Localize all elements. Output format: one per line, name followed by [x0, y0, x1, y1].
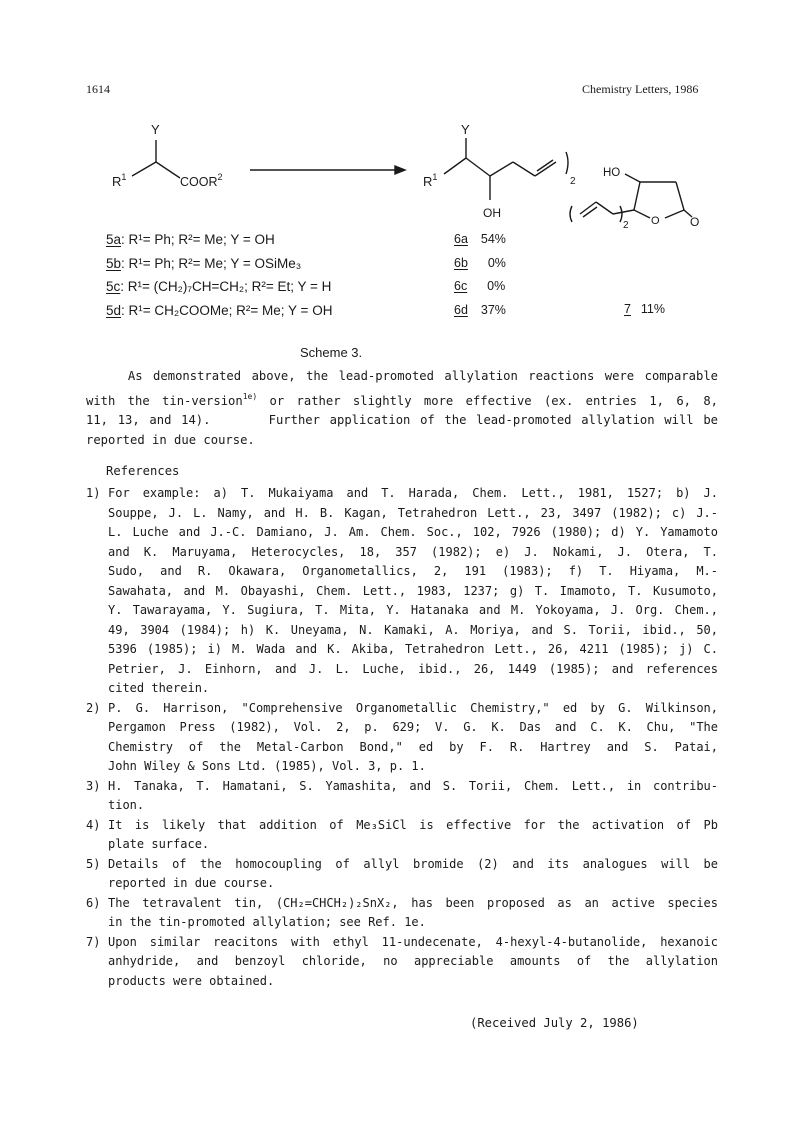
- reference-line: Souppe, J. L. Namy, and H. B. Kagan, Tetrahedron Lett., 23, 3497 (1982); c) J.-: [108, 505, 718, 520]
- reference-number: 1): [86, 486, 101, 500]
- reference-line: Details of the homocoupling of allyl bromide (2) and its analogues will be: [108, 856, 718, 871]
- reference-line: H. Tanaka, T. Hamatani, S. Yamashita, and S. Torii, Chem. Lett., in contribu-: [108, 778, 718, 793]
- reference-line: P. G. Harrison, "Comprehensive Organometallic Chemistry," ed by G. Wilkinson,: [108, 700, 718, 715]
- reference-number: 3): [86, 778, 101, 793]
- journal-name: Chemistry Letters, 1986: [582, 82, 699, 96]
- reference-line: 49, 3904 (1984); h) K. Uneyama, N. Kamaki, A. Moriya, and S. Torii, ibid., 50,: [108, 622, 718, 637]
- lactone-yield: 7 11%: [624, 302, 665, 316]
- product-oh-label: OH: [483, 206, 501, 220]
- reference-line: cited therein.: [108, 681, 210, 695]
- list-item: 6d 37%: [454, 302, 506, 317]
- reference-line: Pergamon Press (1982), Vol. 2, p. 629; V. G. K. Das and C. K. Chu, "The: [108, 720, 718, 734]
- references-list: [86, 484, 718, 991]
- reference-line: Sawahata, and M. Obayashi, Chem. Lett., 1983, 1237; g) T. Imamoto, T. Kusumoto,: [108, 583, 718, 598]
- reference-number: 7): [86, 934, 101, 949]
- reactant-y-label: Y: [151, 122, 160, 137]
- product-y-label: Y: [461, 122, 470, 137]
- list-item: 5a: R¹= Ph; R²= Me; Y = OH: [106, 232, 275, 247]
- reference-line: products were obtained.: [108, 973, 275, 988]
- lactone-ring-o-label: O: [651, 215, 660, 227]
- list-item: 6c 0%: [454, 279, 506, 293]
- reference-line: Petrier, J. Einhorn, and J. L. Luche, ibid., 26, 1449 (1985); and references: [108, 661, 718, 676]
- scheme-caption: Scheme 3.: [300, 345, 363, 360]
- reactant-coor-label: COOR$^2$: [180, 172, 223, 189]
- reference-line: Sudo, and R. Okawara, Organometallics, 2, 191 (1983); f) T. Hiyama, M.-: [108, 564, 718, 578]
- lactone-sub-label: 2: [623, 220, 629, 231]
- paragraph-line: 11, 13, and 14). Further application of the lead-promoted allylation will be: [86, 413, 718, 427]
- list-item: 5b: R¹= Ph; R²= Me; Y = OSiMe₃: [106, 255, 302, 271]
- reactant-list: [106, 232, 332, 326]
- reference-line: For example: a) T. Mukaiyama and T. Harada, Chem. Lett., 1981, 1527; b) J.: [108, 486, 718, 500]
- reference-line: Upon similar reacitons with ethyl 11-undecenate, 4-hexyl-4-butanolide, hexanoic: [108, 934, 718, 949]
- page-number: 1614: [86, 82, 110, 96]
- reference-line: in the tin-promoted allylation; see Ref. 1e.: [108, 915, 426, 929]
- list-item: 5c: R¹= (CH₂)₇CH=CH₂; R²= Et; Y = H: [106, 279, 332, 294]
- references-heading: References: [106, 464, 180, 478]
- reference-item: [86, 484, 718, 699]
- list-item: 6b 0%: [454, 255, 506, 270]
- lactone-ho-label: HO: [603, 167, 621, 179]
- reference-line: It is likely that addition of Me₃SiCl is effective for the activation of Pb: [108, 817, 718, 832]
- reference-line: anhydride, and benzoyl chloride, no appreciable amounts of the allylation: [108, 954, 718, 968]
- reference-line: John Wiley & Sons Ltd. (1985), Vol. 3, p. 1.: [108, 759, 426, 773]
- reference-item: [86, 816, 718, 855]
- product-yield-list: [454, 232, 506, 326]
- reference-number: 5): [86, 856, 101, 871]
- reference-line: 5396 (1985); i) M. Wada and K. Akiba, Tetrahedron Lett., 26, 4211 (1985); j) C.: [108, 642, 718, 656]
- reference-line: plate surface.: [108, 837, 210, 851]
- reactant-r1-label: $R^1$: [112, 172, 127, 189]
- product-r1-label: $R^1$: [423, 172, 438, 189]
- body-paragraph: [86, 367, 718, 450]
- reference-item: [86, 777, 718, 816]
- reference-line: The tetravalent tin, (CH₂=CHCH₂)₂SnX₂, has been proposed as an active species: [108, 895, 718, 910]
- lactone-carbonyl-o-label: O: [690, 215, 700, 229]
- reference-line: L. Luche and J.-C. Damiano, J. Am. Chem. Soc., 102, 7926 (1980); d) Y. Yamamoto: [108, 525, 718, 539]
- paragraph-line: reported in due course.: [86, 432, 255, 447]
- reference-line: reported in due course.: [108, 876, 275, 890]
- reference-item: [86, 855, 718, 894]
- product-sub-label: 2: [570, 176, 576, 187]
- reference-item: [86, 933, 718, 992]
- reference-line: and K. Maruyama, Heterocycles, 18, 357 (1982); e) J. Nokami, J. Otera, T.: [108, 544, 718, 559]
- reference-number: 2): [86, 700, 101, 715]
- reference-number: 6): [86, 895, 101, 910]
- reference-line: Y. Tawarayama, Y. Sugiura, T. Mita, Y. Hatanaka and M. Yokoyama, J. Org. Chem.,: [108, 603, 718, 617]
- received-date: (Received July 2, 1986): [470, 1016, 639, 1030]
- paragraph-line: with the tin-version$^{1e)}$ or rather slightly more effective (ex. entries 1, 6, 8,: [86, 391, 719, 408]
- list-item: 5d: R¹= CH₂COOMe; R²= Me; Y = OH: [106, 302, 333, 318]
- reference-item: [86, 894, 718, 933]
- reference-line: tion.: [108, 798, 145, 812]
- reference-line: Chemistry of the Metal-Carbon Bond," ed by F. R. Hartrey and S. Patai,: [108, 739, 718, 754]
- list-item: 6a 54%: [454, 232, 506, 246]
- reference-item: [86, 699, 718, 777]
- reference-number: 4): [86, 817, 101, 832]
- paragraph-line: As demonstrated above, the lead-promoted allylation reactions were comparable: [86, 369, 718, 383]
